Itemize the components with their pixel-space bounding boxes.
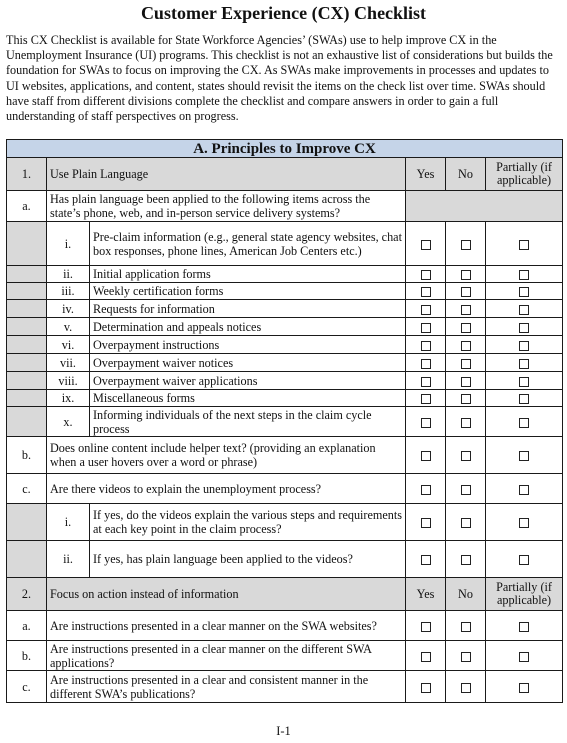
yes-cell <box>406 318 446 336</box>
partial-checkbox[interactable] <box>519 305 529 315</box>
yes-checkbox[interactable] <box>421 270 431 280</box>
yes-cell <box>406 300 446 318</box>
partial-cell <box>486 474 563 504</box>
partial-cell <box>486 504 563 541</box>
yes-checkbox[interactable] <box>421 377 431 387</box>
partial-cell <box>486 283 563 300</box>
checklist-item-row <box>7 372 563 390</box>
indent-cell <box>7 283 47 300</box>
intro-paragraph <box>6 33 562 124</box>
item-numeral: ix. <box>47 390 90 407</box>
yes-column-header: Yes <box>406 158 446 191</box>
item-text: Overpayment waiver applications <box>90 372 406 390</box>
yes-checkbox[interactable] <box>421 323 431 333</box>
no-cell <box>446 372 486 390</box>
partial-checkbox[interactable] <box>519 323 529 333</box>
subquestion-row <box>7 191 563 222</box>
partial-cell <box>486 222 563 266</box>
no-column-header: No <box>446 578 486 611</box>
yes-checkbox[interactable] <box>421 555 431 565</box>
no-cell <box>446 266 486 283</box>
checklist-item-row <box>7 283 563 300</box>
no-checkbox[interactable] <box>461 451 471 461</box>
yes-checkbox[interactable] <box>421 652 431 662</box>
checklist-item-row <box>7 354 563 372</box>
item-numeral: ii. <box>47 541 90 578</box>
partial-checkbox[interactable] <box>519 622 529 632</box>
yes-checkbox[interactable] <box>421 341 431 351</box>
indent-cell <box>7 222 47 266</box>
section-title: A. Principles to Improve CX <box>7 140 563 158</box>
yes-cell <box>406 372 446 390</box>
no-checkbox[interactable] <box>461 394 471 404</box>
checklist-item-row <box>7 390 563 407</box>
no-checkbox[interactable] <box>461 341 471 351</box>
partial-cell <box>486 300 563 318</box>
no-checkbox[interactable] <box>461 270 471 280</box>
partial-checkbox[interactable] <box>519 518 529 528</box>
yes-cell <box>406 283 446 300</box>
question-title: Focus on action instead of information <box>47 578 406 611</box>
no-checkbox[interactable] <box>461 622 471 632</box>
partial-cell <box>486 390 563 407</box>
no-checkbox[interactable] <box>461 485 471 495</box>
item-text: Overpayment instructions <box>90 336 406 354</box>
item-numeral: vii. <box>47 354 90 372</box>
item-numeral: viii. <box>47 372 90 390</box>
item-numeral: x. <box>47 407 90 437</box>
partial-checkbox[interactable] <box>519 652 529 662</box>
checklist-item-row <box>7 541 563 578</box>
yes-cell <box>406 407 446 437</box>
indent-cell <box>7 541 47 578</box>
indent-cell <box>7 407 47 437</box>
subquestion-row <box>7 611 563 641</box>
no-checkbox[interactable] <box>461 323 471 333</box>
partial-checkbox[interactable] <box>519 418 529 428</box>
item-text: Overpayment waiver notices <box>90 354 406 372</box>
question-number: 2. <box>7 578 47 611</box>
partial-cell <box>486 318 563 336</box>
yes-checkbox[interactable] <box>421 418 431 428</box>
yes-checkbox[interactable] <box>421 305 431 315</box>
question-header-row <box>7 578 563 611</box>
yes-cell <box>406 474 446 504</box>
item-numeral: i. <box>47 504 90 541</box>
item-numeral: i. <box>47 222 90 266</box>
partial-cell <box>486 541 563 578</box>
subquestion-letter: b. <box>7 437 47 474</box>
indent-cell <box>7 318 47 336</box>
checklist-item-row <box>7 336 563 354</box>
no-cell <box>446 474 486 504</box>
subquestion-text: Are there videos to explain the unemployment process? <box>47 474 406 504</box>
no-checkbox[interactable] <box>461 287 471 297</box>
item-text: If yes, has plain language been applied to the videos? <box>90 541 406 578</box>
item-numeral: vi. <box>47 336 90 354</box>
question-header-row <box>7 158 563 191</box>
partial-cell <box>486 266 563 283</box>
item-text: If yes, do the videos explain the various steps and requirements at each key point in the claim process? <box>90 504 406 541</box>
partial-column-header: Partially (if applicable) <box>486 158 563 191</box>
shaded-cell <box>406 191 563 222</box>
partial-cell <box>486 407 563 437</box>
no-checkbox[interactable] <box>461 240 471 250</box>
no-cell <box>446 354 486 372</box>
item-numeral: iii. <box>47 283 90 300</box>
checklist-item-row <box>7 222 563 266</box>
partial-checkbox[interactable] <box>519 287 529 297</box>
yes-cell <box>406 354 446 372</box>
checklist-item-row <box>7 407 563 437</box>
no-cell <box>446 390 486 407</box>
subquestion-letter: b. <box>7 641 47 671</box>
item-text: Pre-claim information (e.g., general state agency websites, chat box responses, phone lines, American Job Centers etc.) <box>90 222 406 266</box>
subquestion-row <box>7 641 563 671</box>
item-text: Requests for information <box>90 300 406 318</box>
yes-cell <box>406 641 446 671</box>
yes-checkbox[interactable] <box>421 359 431 369</box>
question-number: 1. <box>7 158 47 191</box>
yes-column-header: Yes <box>406 578 446 611</box>
no-cell <box>446 611 486 641</box>
partial-cell <box>486 611 563 641</box>
yes-cell <box>406 504 446 541</box>
partial-checkbox[interactable] <box>519 451 529 461</box>
item-numeral: v. <box>47 318 90 336</box>
partial-checkbox[interactable] <box>519 394 529 404</box>
intro-text: This CX Checklist is available for State Workforce Agencies’ (SWAs) use to help improve CX in the Unemployment Insurance (UI) programs. This checklist is not an exhaustive list of considerations but builds the foundation for SWAs to focus on improving the CX. As SWAs make improvements in processes and updates to UI websites, applications, and content, states should revisit the items on the check list over time. SWAs should have staff from different divisions complete the checklist and compare answers in order to gain a full understanding of staff perspectives on progress. <box>6 33 553 124</box>
partial-cell <box>486 437 563 474</box>
checklist-item-row <box>7 504 563 541</box>
partial-cell <box>486 354 563 372</box>
partial-checkbox[interactable] <box>519 341 529 351</box>
no-cell <box>446 641 486 671</box>
no-column-header: No <box>446 158 486 191</box>
partial-checkbox[interactable] <box>519 683 529 693</box>
subquestion-row <box>7 671 563 703</box>
no-checkbox[interactable] <box>461 555 471 565</box>
partial-checkbox[interactable] <box>519 240 529 250</box>
no-cell <box>446 336 486 354</box>
no-checkbox[interactable] <box>461 652 471 662</box>
partial-checkbox[interactable] <box>519 270 529 280</box>
subquestion-text: Are instructions presented in a clear manner on the SWA websites? <box>47 611 406 641</box>
item-text: Miscellaneous forms <box>90 390 406 407</box>
yes-cell <box>406 671 446 703</box>
no-checkbox[interactable] <box>461 683 471 693</box>
no-cell <box>446 407 486 437</box>
partial-cell <box>486 671 563 703</box>
indent-cell <box>7 266 47 283</box>
partial-cell <box>486 372 563 390</box>
subquestion-row <box>7 437 563 474</box>
checklist-item-row <box>7 300 563 318</box>
subquestion-letter: a. <box>7 611 47 641</box>
no-checkbox[interactable] <box>461 359 471 369</box>
subquestion-text: Has plain language been applied to the following items across the state’s phone, web, and in-person service delivery systems? <box>47 191 406 222</box>
yes-cell <box>406 222 446 266</box>
partial-column-header: Partially (if applicable) <box>486 578 563 611</box>
no-cell <box>446 300 486 318</box>
subquestion-letter: a. <box>7 191 47 222</box>
indent-cell <box>7 372 47 390</box>
item-text: Initial application forms <box>90 266 406 283</box>
no-cell <box>446 437 486 474</box>
subquestion-letter: c. <box>7 671 47 703</box>
yes-cell <box>406 266 446 283</box>
partial-checkbox[interactable] <box>519 485 529 495</box>
page-title: Customer Experience (CX) Checklist <box>140 3 427 23</box>
checklist-item-row <box>7 266 563 283</box>
no-checkbox[interactable] <box>461 377 471 387</box>
no-cell <box>446 541 486 578</box>
indent-cell <box>7 354 47 372</box>
yes-checkbox[interactable] <box>421 485 431 495</box>
yes-cell <box>406 437 446 474</box>
item-text: Weekly certification forms <box>90 283 406 300</box>
indent-cell <box>7 300 47 318</box>
subquestion-letter: c. <box>7 474 47 504</box>
yes-checkbox[interactable] <box>421 683 431 693</box>
item-text: Determination and appeals notices <box>90 318 406 336</box>
subquestion-text: Are instructions presented in a clear manner on the different SWA applications? <box>47 641 406 671</box>
section-header-row <box>7 140 563 158</box>
subquestion-row <box>7 474 563 504</box>
yes-cell <box>406 541 446 578</box>
yes-checkbox[interactable] <box>421 451 431 461</box>
no-cell <box>446 504 486 541</box>
indent-cell <box>7 504 47 541</box>
question-title: Use Plain Language <box>47 158 406 191</box>
no-cell <box>446 283 486 300</box>
no-cell <box>446 671 486 703</box>
yes-checkbox[interactable] <box>421 622 431 632</box>
yes-checkbox[interactable] <box>421 394 431 404</box>
no-cell <box>446 318 486 336</box>
partial-checkbox[interactable] <box>519 377 529 387</box>
yes-checkbox[interactable] <box>421 240 431 250</box>
partial-checkbox[interactable] <box>519 555 529 565</box>
yes-checkbox[interactable] <box>421 518 431 528</box>
yes-cell <box>406 390 446 407</box>
yes-checkbox[interactable] <box>421 287 431 297</box>
yes-cell <box>406 336 446 354</box>
indent-cell <box>7 390 47 407</box>
subquestion-text: Are instructions presented in a clear and consistent manner in the different SWA’s publications? <box>47 671 406 703</box>
yes-cell <box>406 611 446 641</box>
no-checkbox[interactable] <box>461 305 471 315</box>
page-number: I-1 <box>276 724 291 738</box>
partial-checkbox[interactable] <box>519 359 529 369</box>
partial-cell <box>486 641 563 671</box>
item-numeral: ii. <box>47 266 90 283</box>
no-cell <box>446 222 486 266</box>
no-checkbox[interactable] <box>461 518 471 528</box>
partial-cell <box>486 336 563 354</box>
subquestion-text: Does online content include helper text? (providing an explanation when a user hovers over a word or phrase) <box>47 437 406 474</box>
item-text: Informing individuals of the next steps in the claim cycle process <box>90 407 406 437</box>
indent-cell <box>7 336 47 354</box>
no-checkbox[interactable] <box>461 418 471 428</box>
checklist-table <box>6 139 563 703</box>
checklist-item-row <box>7 318 563 336</box>
item-numeral: iv. <box>47 300 90 318</box>
